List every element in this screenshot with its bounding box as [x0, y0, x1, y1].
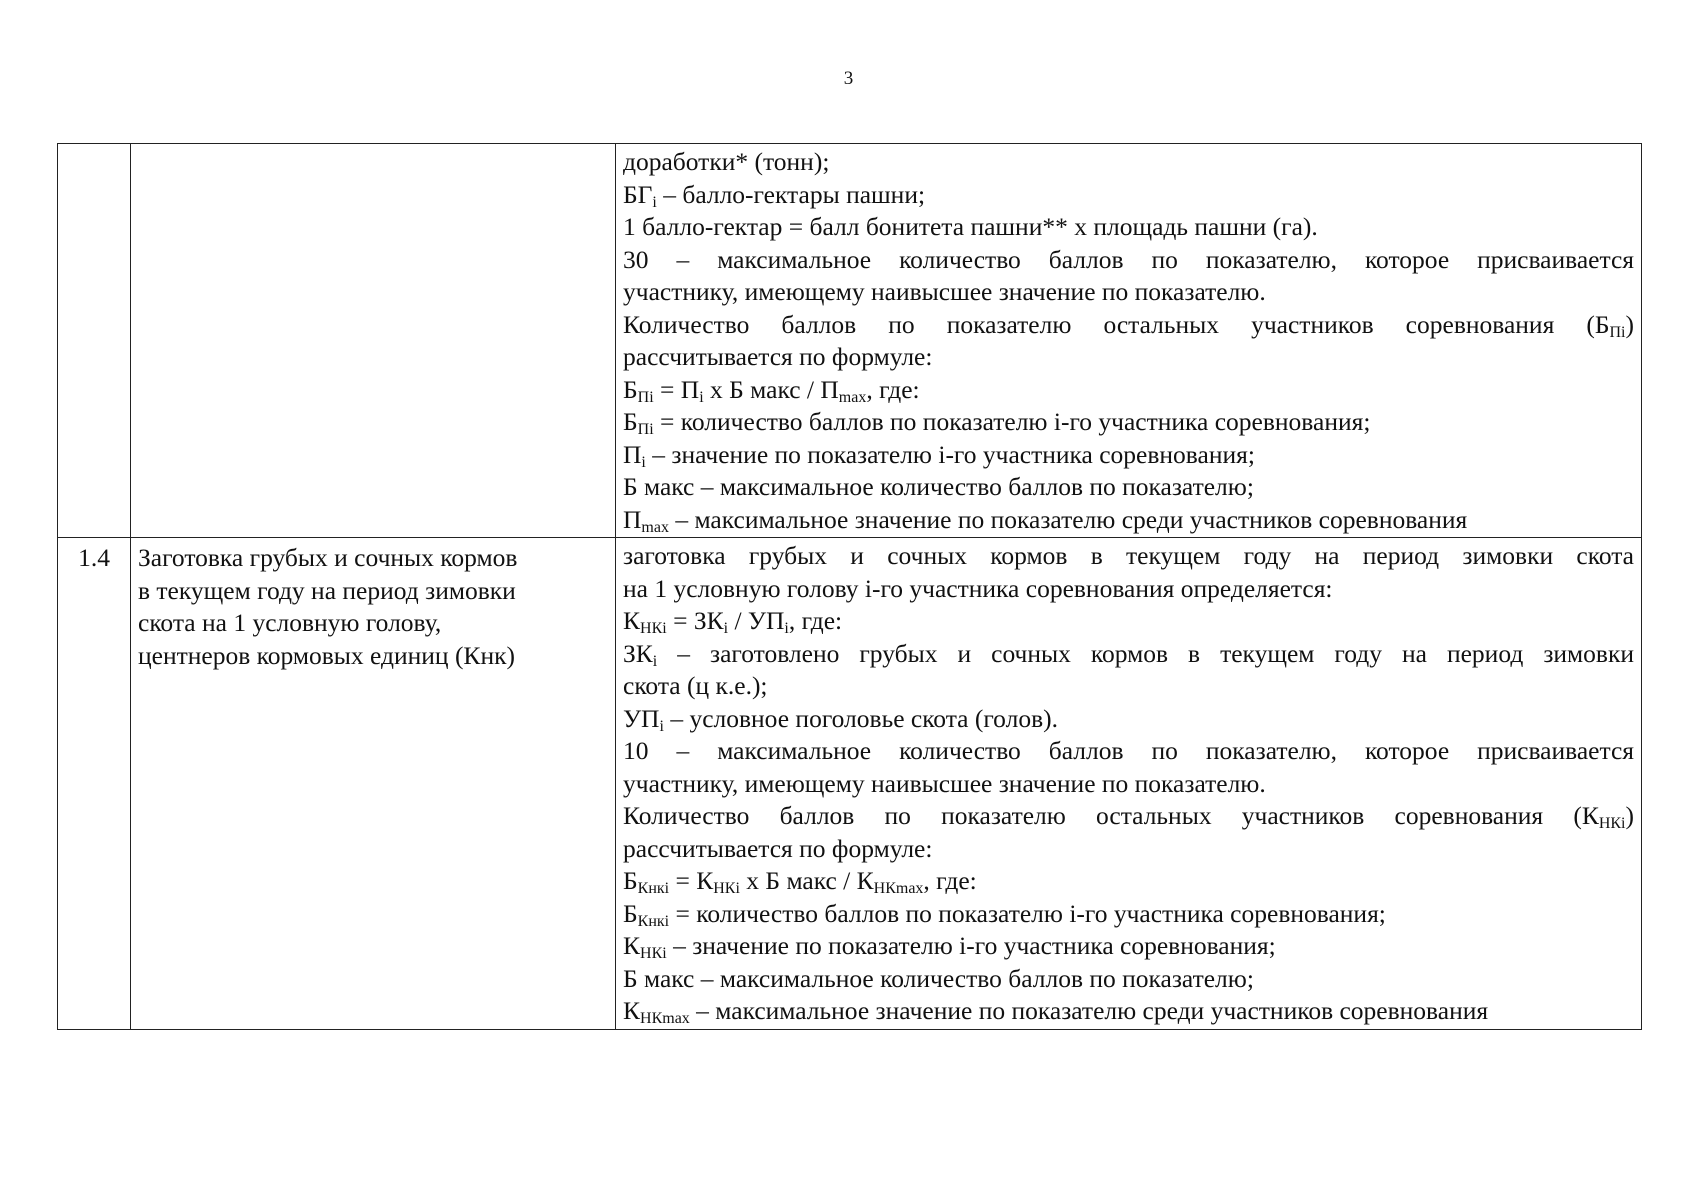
formula-term: = К [669, 866, 714, 895]
variable-definition-line [623, 995, 1634, 1028]
variable-symbol: К [623, 996, 641, 1025]
formula-term: х Б макс / К [739, 866, 874, 895]
variable-definition-line [623, 504, 1634, 537]
formula-term: , где: [923, 866, 977, 895]
description-line: 30 – максимальное количество баллов по показателю, которое присваивается [623, 244, 1634, 274]
variable-definition: – значение по показателю i-го участника соревнования; [645, 439, 1255, 469]
variable-definition: = количество баллов по показателю i-го участника соревнования; [669, 898, 1386, 928]
row-number-cell [58, 538, 131, 1030]
indicator-name-line: Заготовка грубых и сочных кормов [138, 543, 518, 572]
row-number-cell [58, 144, 131, 538]
description-line: участнику, имеющему наивысшее значение по показателю. [623, 277, 1266, 306]
formula-subscript: i [784, 620, 789, 637]
formula-term: К [623, 606, 641, 635]
variable-subscript: НКmax [640, 1010, 690, 1027]
variable-subscript: НКi [1598, 815, 1626, 832]
description-line: Б макс – максимальное количество баллов по показателю; [623, 472, 1254, 501]
row-number: 1.4 [78, 543, 110, 572]
variable-definition: – условное поголовье скота (голов). [663, 703, 1058, 733]
variable-definition-line [623, 439, 1634, 472]
indicator-name-cell [131, 538, 616, 1030]
variable-definition: = количество баллов по показателю i-го участника соревнования; [653, 407, 1371, 436]
formula-line [623, 374, 1634, 407]
formula-term: , где: [788, 606, 843, 635]
variable-subscript: i [659, 717, 664, 735]
formula-subscript: НКi [713, 880, 740, 897]
variable-definition-line [623, 930, 1634, 963]
variable-definition: – значение по показателю i-го участника соревнования; [666, 931, 1276, 960]
variable-definition-line [623, 309, 1634, 342]
variable-subscript: Пi [637, 421, 654, 438]
variable-symbol: Количество баллов по показателю остальных участников соревнования (Б [623, 309, 1610, 339]
indicator-name-line: центнеров кормовых единиц (Кнк) [138, 640, 515, 670]
table-row [58, 538, 1642, 1030]
variable-subscript: Кнкi [637, 912, 670, 930]
variable-subscript: i [641, 453, 646, 471]
description-line: доработки* (тонн); [623, 147, 830, 176]
variable-subscript: НКi [640, 945, 667, 962]
criteria-table [57, 143, 1642, 1030]
variable-definition: – максимальное значение по показателю среди участников соревнования [668, 504, 1468, 534]
formula-term: / УП [728, 606, 785, 635]
formula-subscript: i [699, 388, 704, 406]
description-line: рассчитывается по формуле: [623, 342, 933, 371]
calculation-method-cell [616, 144, 1642, 538]
variable-definition: – заготовлено грубых и сочных кормов в текущем году на период зимовки [657, 638, 1634, 668]
description-line: 1 балло-гектар = балл бонитета пашни** х площадь пашни (га). [623, 212, 1318, 241]
variable-subscript: i [652, 193, 657, 211]
variable-definition: – балло-гектары пашни; [656, 179, 926, 209]
variable-symbol: П [623, 504, 642, 534]
variable-definition: ) [1625, 309, 1634, 339]
formula-subscript: Кнкi [637, 880, 670, 897]
formula-subscript: НКi [640, 620, 667, 637]
variable-definition-line [623, 179, 1634, 212]
formula-term: = П [653, 374, 700, 404]
variable-symbol: Б [623, 898, 638, 928]
description-line: рассчитывается по формуле: [623, 833, 933, 863]
formula-term: х Б макс / П [703, 374, 839, 404]
formula-subscript: max [838, 388, 867, 406]
variable-definition: ) [1625, 801, 1634, 830]
variable-definition-line [623, 638, 1634, 671]
variable-symbol: ЗК [623, 638, 653, 668]
formula-line [623, 865, 1634, 898]
variable-definition-line [623, 406, 1634, 439]
variable-definition-line [623, 898, 1634, 931]
variable-subscript: i [652, 652, 658, 670]
formula-subscript: i [723, 620, 729, 637]
calculation-method-cell [616, 538, 1642, 1030]
formula-line [623, 605, 1634, 638]
variable-symbol: Б [623, 407, 638, 436]
formula-term: Б [623, 374, 638, 404]
variable-definition-line [623, 703, 1634, 736]
variable-subscript: max [641, 518, 669, 536]
variable-symbol: П [623, 439, 642, 469]
formula-subscript: Пi [637, 388, 654, 406]
description-line: заготовка грубых и сочных кормов в текущем году на период зимовки скота [623, 541, 1634, 570]
indicator-name-line: скота на 1 условную голову, [138, 608, 442, 637]
indicator-name-cell [131, 144, 616, 538]
description-line: Б макс – максимальное количество баллов по показателю; [623, 963, 1254, 993]
description-line: на 1 условную голову i-го участника соревнования определяется: [623, 573, 1333, 603]
variable-symbol: К [623, 931, 641, 960]
page-number: 3 [843, 68, 854, 89]
variable-subscript: Пi [1609, 323, 1626, 341]
variable-symbol: Количество баллов по показателю остальных участников соревнования (К [623, 801, 1599, 830]
formula-term: , где: [866, 374, 920, 404]
indicator-name-line: в текущем году на период зимовки [138, 575, 516, 605]
table-row [58, 144, 1642, 538]
formula-term: = ЗК [666, 606, 724, 635]
variable-definition-line [623, 800, 1634, 833]
variable-definition: – максимальное значение по показателю среди участников соревнования [689, 996, 1489, 1025]
formula-subscript: НКmax [873, 880, 924, 897]
description-line: 10 – максимальное количество баллов по показателю, которое присваивается [623, 736, 1634, 765]
variable-symbol: УП [623, 703, 660, 733]
description-line: участнику, имеющему наивысшее значение по показателю. [623, 768, 1266, 798]
formula-term: Б [623, 866, 638, 895]
description-line: скота (ц к.е.); [623, 671, 768, 700]
variable-symbol: БГ [623, 179, 653, 209]
